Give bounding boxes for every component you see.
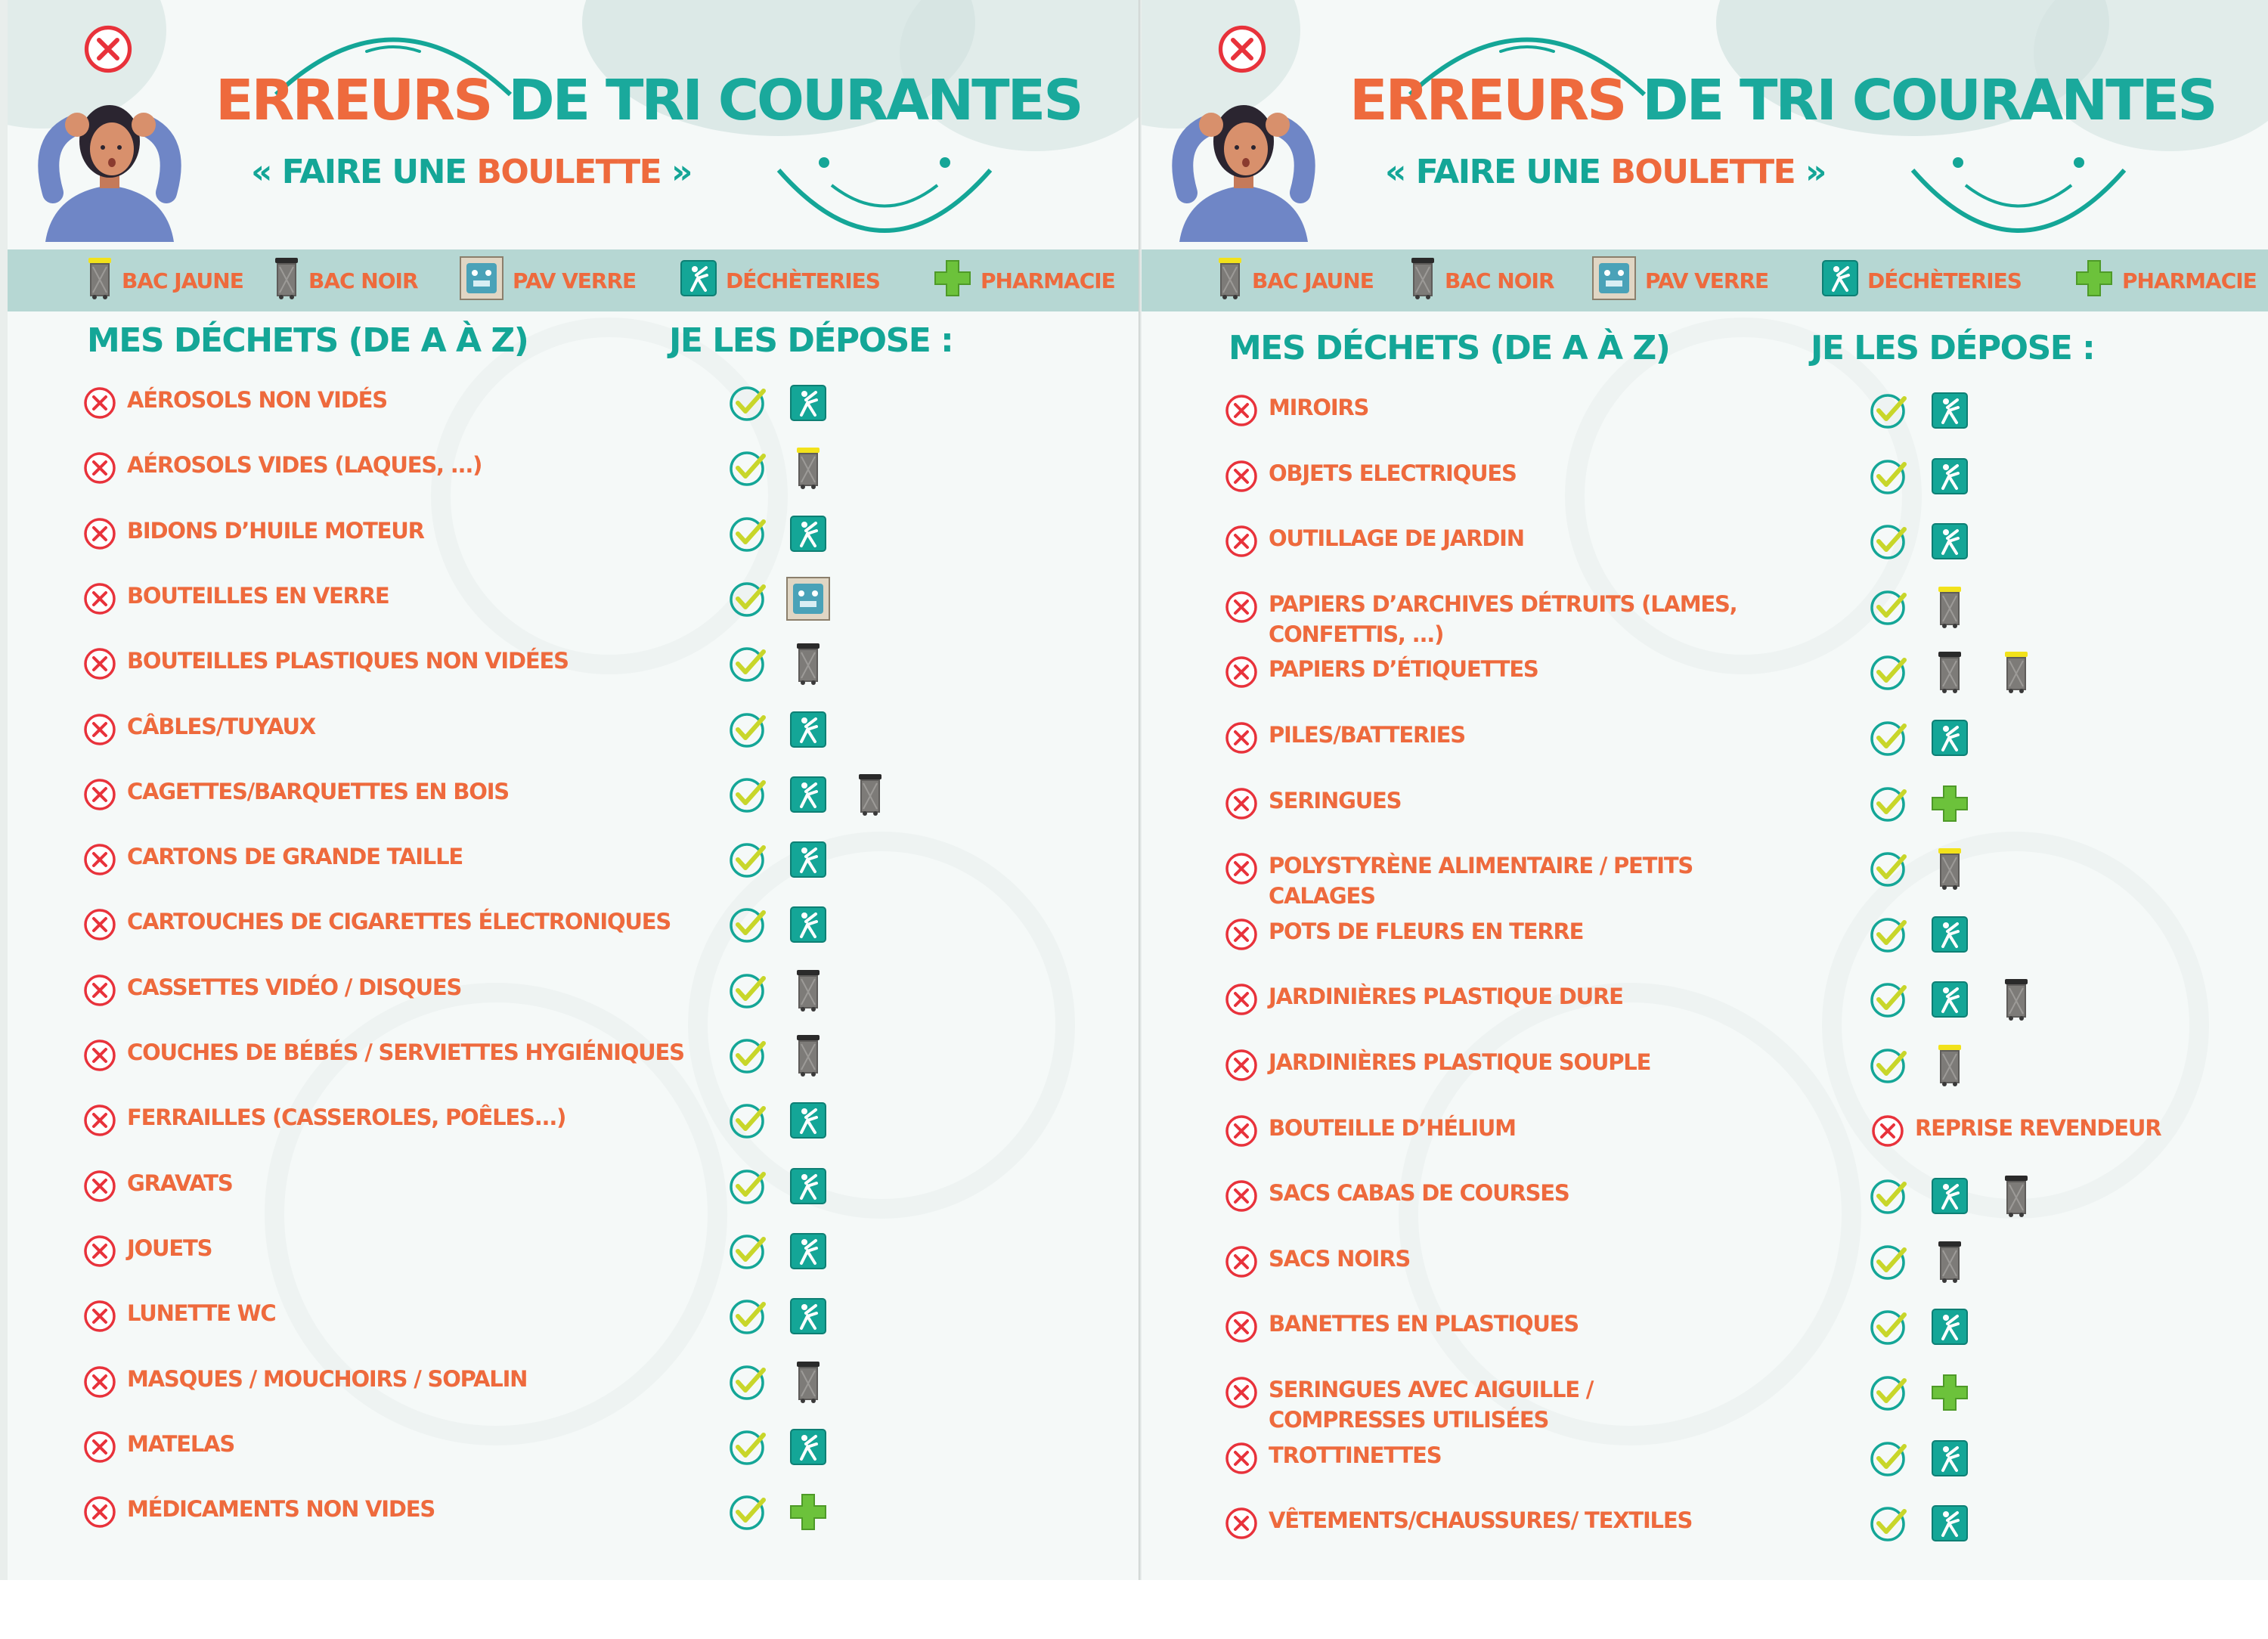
check-icon <box>1868 1176 1910 1216</box>
subtitle-highlight: BOULETTE <box>476 153 662 191</box>
page-title <box>1349 67 2268 135</box>
dechetterie-icon <box>1932 458 1968 503</box>
check-icon <box>727 514 770 553</box>
waste-row <box>1142 1501 2268 1546</box>
waste-label: CARTONS DE GRANDE TAILLE <box>127 844 463 869</box>
pav-verre-icon <box>1592 256 1636 305</box>
error-x-icon <box>1225 460 1258 493</box>
bac-jaune-icon <box>2003 650 2029 696</box>
check-icon <box>1868 1307 1910 1346</box>
waste-row <box>1142 1436 2268 1481</box>
bac-noir-icon <box>795 1033 821 1079</box>
check-icon <box>727 448 770 488</box>
waste-row <box>8 1424 1142 1470</box>
bac-jaune-icon <box>1937 847 1963 892</box>
check-icon <box>1868 980 1910 1019</box>
check-icon <box>1868 784 1910 823</box>
smiley-face-icon <box>1905 140 2132 253</box>
pharmacie-icon <box>789 1493 827 1538</box>
waste-row <box>8 1228 1142 1274</box>
title-rest: DE TRI COURANTES <box>491 68 1082 133</box>
waste-row <box>1142 584 2268 647</box>
check-icon <box>727 644 770 683</box>
dechetterie-icon <box>790 1233 826 1278</box>
dechetterie-icon <box>1932 523 1968 569</box>
check-icon <box>1868 1242 1910 1281</box>
check-icon <box>727 1427 770 1467</box>
legend-label: DÉCHÈTERIES <box>726 268 880 293</box>
error-x-icon <box>1225 1507 1258 1540</box>
bac-noir-icon <box>1937 1240 1963 1285</box>
dechetterie-icon <box>1932 981 1968 1027</box>
error-x-icon <box>83 1039 116 1072</box>
title-highlight: ERREURS <box>1349 68 1625 133</box>
waste-label: CÂBLES/TUYAUX <box>127 714 316 739</box>
waste-row <box>8 1294 1142 1339</box>
dechetterie-icon <box>1932 720 1968 765</box>
error-x-icon <box>1225 1049 1258 1082</box>
error-x-icon <box>1225 1179 1258 1213</box>
waste-label: CASSETTES VIDÉO / DISQUES <box>127 974 462 1000</box>
waste-row <box>1142 1108 2268 1154</box>
error-x-icon <box>1225 787 1258 820</box>
error-x-icon <box>83 517 116 550</box>
waste-row <box>1142 715 2268 761</box>
bac-noir-icon <box>1937 650 1963 696</box>
error-x-icon <box>1225 1114 1258 1148</box>
smiley-face-icon <box>771 140 998 253</box>
legend-label: PHARMACIE <box>2122 268 2257 293</box>
bac-jaune-icon <box>1937 1043 1963 1089</box>
waste-row <box>8 1098 1142 1143</box>
scan-margin <box>0 1580 2268 1639</box>
brochure-page-left <box>8 0 1142 1580</box>
waste-label: PILES/BATTERIES <box>1269 722 1465 748</box>
waste-row <box>1142 519 2268 564</box>
dechetterie-icon <box>1932 1178 1968 1223</box>
header-x-icon <box>1217 24 1267 74</box>
legend-item-dechetterie <box>1822 249 2022 311</box>
subtitle-prefix: « FAIRE UNE <box>251 153 477 191</box>
waste-label: VÊTEMENTS/CHAUSSURES/ TEXTILES <box>1269 1507 1693 1533</box>
bac-noir-icon <box>857 773 883 818</box>
resale-label: REPRISE REVENDEUR <box>1915 1115 2161 1141</box>
waste-label: PAPIERS D’ÉTIQUETTES <box>1269 656 1538 682</box>
dechetterie-icon <box>790 711 826 757</box>
legend-item-dechetterie <box>680 249 880 311</box>
error-x-icon <box>1225 1442 1258 1475</box>
legend-item-pav-verre <box>460 249 636 311</box>
check-icon <box>1868 718 1910 758</box>
waste-label: MATELAS <box>127 1431 235 1457</box>
waste-row <box>8 1033 1142 1078</box>
pharmacie-icon <box>2075 259 2113 302</box>
waste-row <box>1142 846 2268 909</box>
check-icon <box>1868 457 1910 496</box>
error-x-icon <box>83 451 116 485</box>
check-icon <box>727 971 770 1010</box>
dechetterie-icon <box>1932 392 1968 438</box>
dechetterie-icon <box>790 516 826 561</box>
legend-label: PAV VERRE <box>513 268 637 293</box>
check-icon <box>727 1232 770 1271</box>
dechetterie-icon <box>790 906 826 952</box>
check-icon <box>1868 915 1910 954</box>
column-heading-waste: MES DÉCHETS (DE A À Z) <box>87 321 528 360</box>
waste-row <box>1142 1173 2268 1219</box>
error-x-icon <box>83 908 116 941</box>
waste-row <box>1142 1370 2268 1433</box>
check-icon <box>727 1101 770 1140</box>
waste-label: BOUTEILLES PLASTIQUES NON VIDÉES <box>127 648 569 674</box>
bac-noir-icon <box>795 1360 821 1405</box>
column-heading-deposit: JE LES DÉPOSE : <box>669 321 953 360</box>
check-icon <box>727 1167 770 1206</box>
error-x-icon <box>1225 525 1258 558</box>
legend-item-bac-noir <box>274 249 418 311</box>
page-title <box>215 67 1138 135</box>
waste-label: SERINGUES <box>1269 788 1402 813</box>
bac-noir-icon <box>274 256 299 305</box>
pharmacie-icon <box>1931 785 1969 830</box>
check-icon <box>727 1297 770 1336</box>
waste-row <box>1142 1043 2268 1088</box>
waste-row <box>8 1359 1142 1405</box>
bac-noir-icon <box>795 642 821 687</box>
bac-jaune-icon <box>1937 585 1963 631</box>
error-x-icon <box>83 1365 116 1399</box>
legend-label: PAV VERRE <box>1645 268 1769 293</box>
error-x-icon <box>83 582 116 615</box>
error-x-icon <box>1225 1245 1258 1278</box>
waste-label: AÉROSOLS NON VIDÉS <box>127 387 387 413</box>
subtitle-suffix: » <box>1795 153 1826 191</box>
waste-label: AÉROSOLS VIDES (LAQUES, ...) <box>127 452 482 478</box>
legend-item-bac-jaune <box>1217 249 1374 311</box>
subtitle-suffix: » <box>661 153 692 191</box>
waste-label: SACS NOIRS <box>1269 1246 1411 1272</box>
worried-woman-icon <box>30 79 189 242</box>
pav-verre-icon <box>786 577 830 622</box>
dechetterie-icon <box>790 776 826 822</box>
legend-label: BAC JAUNE <box>1252 268 1374 293</box>
bac-noir-icon <box>795 968 821 1014</box>
waste-label: GRAVATS <box>127 1170 233 1196</box>
dechetterie-icon <box>790 1298 826 1343</box>
legend-band <box>1142 249 2268 311</box>
bac-jaune-icon <box>87 256 113 305</box>
legend-label: BAC NOIR <box>1445 268 1554 293</box>
legend-item-pav-verre <box>1592 249 1768 311</box>
waste-label: POTS DE FLEURS EN TERRE <box>1269 919 1584 944</box>
waste-label: SERINGUES AVEC AIGUILLE / COMPRESSES UTILISÉES <box>1269 1377 1594 1433</box>
waste-label: SACS CABAS DE COURSES <box>1269 1180 1569 1206</box>
legend-label: BAC JAUNE <box>122 268 243 293</box>
waste-row <box>8 511 1142 556</box>
error-x-icon <box>83 974 116 1007</box>
check-icon <box>1868 1504 1910 1543</box>
dechetterie-icon <box>680 260 717 302</box>
check-icon <box>727 1362 770 1402</box>
bac-noir-icon <box>2003 1174 2029 1219</box>
waste-row <box>1142 388 2268 433</box>
legend-label: PHARMACIE <box>981 268 1115 293</box>
waste-row <box>8 641 1142 686</box>
check-icon <box>1868 1046 1910 1085</box>
waste-row <box>1142 977 2268 1022</box>
legend-item-pharmacie <box>2075 249 2257 311</box>
waste-label: OUTILLAGE DE JARDIN <box>1269 525 1524 551</box>
title-rest: DE TRI COURANTES <box>1625 68 2216 133</box>
error-x-icon <box>83 1104 116 1137</box>
legend-label: DÉCHÈTERIES <box>1867 268 2022 293</box>
waste-label: BANETTES EN PLASTIQUES <box>1269 1311 1579 1337</box>
waste-row <box>1142 1304 2268 1349</box>
error-x-icon <box>1225 1310 1258 1343</box>
waste-label: COUCHES DE BÉBÉS / SERVIETTES HYGIÉNIQUES <box>127 1039 684 1065</box>
bac-jaune-icon <box>795 446 821 491</box>
error-x-icon <box>83 1495 116 1529</box>
waste-label: POLYSTYRÈNE ALIMENTAIRE / PETITS CALAGES <box>1269 853 1693 909</box>
waste-label: LUNETTE WC <box>127 1300 276 1326</box>
pharmacie-icon <box>1931 1374 1969 1419</box>
check-icon <box>727 383 770 423</box>
waste-label: PAPIERS D’ARCHIVES DÉTRUITS (LAMES, CONFETTIS, ...) <box>1269 591 1737 647</box>
waste-row <box>1142 649 2268 695</box>
waste-row <box>8 380 1142 426</box>
legend-band <box>8 249 1142 311</box>
dechetterie-icon <box>1932 916 1968 962</box>
brochure-page-right <box>1142 0 2268 1580</box>
dechetterie-icon <box>1932 1505 1968 1551</box>
error-x-icon <box>1225 918 1258 951</box>
error-x-icon <box>1225 1376 1258 1409</box>
check-icon <box>727 710 770 749</box>
waste-label: MÉDICAMENTS NON VIDES <box>127 1496 435 1522</box>
dechetterie-icon <box>790 841 826 887</box>
waste-label: OBJETS ELECTRIQUES <box>1269 460 1517 486</box>
check-icon <box>727 1492 770 1532</box>
waste-label: CAGETTES/BARQUETTES EN BOIS <box>127 779 509 804</box>
legend-item-bac-jaune <box>87 249 243 311</box>
bac-jaune-icon <box>1217 256 1243 305</box>
dechetterie-icon <box>1822 260 1858 302</box>
waste-label: BOUTEILLES EN VERRE <box>127 583 389 609</box>
error-x-icon <box>1225 983 1258 1016</box>
page-subtitle <box>1385 153 1826 191</box>
check-icon <box>1868 1439 1910 1478</box>
check-icon <box>727 905 770 944</box>
waste-label: BOUTEILLE D’HÉLIUM <box>1269 1115 1516 1141</box>
check-icon <box>1868 849 1910 888</box>
waste-row <box>8 445 1142 491</box>
error-x-icon <box>1225 655 1258 689</box>
page-subtitle <box>251 153 692 191</box>
error-x-icon <box>83 386 116 420</box>
check-icon <box>1868 1373 1910 1412</box>
error-x-icon <box>83 647 116 680</box>
waste-label: BIDONS D’HUILE MOTEUR <box>127 518 424 544</box>
check-icon <box>1868 391 1910 430</box>
waste-label: TROTTINETTES <box>1269 1442 1442 1468</box>
dechetterie-icon <box>790 1168 826 1213</box>
error-x-icon <box>83 713 116 746</box>
waste-label: JARDINIÈRES PLASTIQUE DURE <box>1269 984 1623 1009</box>
waste-row <box>8 1489 1142 1535</box>
worried-woman-icon <box>1164 79 1323 242</box>
waste-row <box>1142 454 2268 499</box>
title-highlight: ERREURS <box>215 68 491 133</box>
bac-noir-icon <box>2003 978 2029 1023</box>
error-x-icon <box>1225 852 1258 885</box>
waste-label: CARTOUCHES DE CIGARETTES ÉLECTRONIQUES <box>127 909 671 934</box>
dechetterie-icon <box>790 1102 826 1148</box>
error-x-icon <box>1225 394 1258 427</box>
check-icon <box>727 579 770 618</box>
waste-row <box>8 837 1142 882</box>
legend-item-pharmacie <box>934 249 1115 311</box>
error-x-icon <box>1225 590 1258 624</box>
dechetterie-icon <box>790 385 826 430</box>
waste-row <box>1142 912 2268 957</box>
dechetterie-icon <box>1932 1309 1968 1354</box>
waste-label: MASQUES / MOUCHOIRS / SOPALIN <box>127 1366 528 1392</box>
check-icon <box>727 840 770 879</box>
error-x-icon <box>83 843 116 876</box>
bac-noir-icon <box>1410 256 1436 305</box>
check-icon <box>727 775 770 814</box>
check-icon <box>1868 587 1910 627</box>
check-icon <box>727 1036 770 1075</box>
waste-label: JARDINIÈRES PLASTIQUE SOUPLE <box>1269 1049 1651 1075</box>
background-watermark-shape <box>688 832 1075 1219</box>
waste-row <box>8 707 1142 752</box>
check-icon <box>1868 652 1910 692</box>
error-x-icon <box>83 778 116 811</box>
error-x-icon <box>83 1235 116 1268</box>
column-heading-waste: MES DÉCHETS (DE A À Z) <box>1228 329 1670 367</box>
subtitle-prefix: « FAIRE UNE <box>1385 153 1611 191</box>
dechetterie-icon <box>790 1429 826 1474</box>
pharmacie-icon <box>934 259 971 302</box>
waste-row <box>8 902 1142 947</box>
waste-label: FERRAILLES (CASSEROLES, POÊLES...) <box>127 1105 566 1130</box>
waste-row <box>8 1163 1142 1209</box>
header-x-icon <box>83 24 133 74</box>
check-icon <box>1868 522 1910 561</box>
error-x-icon <box>83 1300 116 1333</box>
waste-row <box>8 968 1142 1013</box>
waste-label: JOUETS <box>127 1235 212 1261</box>
subtitle-highlight: BOULETTE <box>1610 153 1796 191</box>
waste-row <box>1142 1239 2268 1284</box>
legend-item-bac-noir <box>1410 249 1554 311</box>
column-heading-deposit: JE LES DÉPOSE : <box>1811 329 2095 367</box>
legend-label: BAC NOIR <box>308 268 418 293</box>
waste-row <box>8 576 1142 621</box>
error-x-icon <box>83 1430 116 1464</box>
waste-label: MIROIRS <box>1269 395 1369 420</box>
error-x-icon <box>1225 721 1258 754</box>
error-x-icon <box>83 1170 116 1203</box>
waste-row <box>8 772 1142 817</box>
waste-row <box>1142 781 2268 826</box>
pav-verre-icon <box>460 256 503 305</box>
no-deposit-x-icon <box>1871 1114 1904 1148</box>
dechetterie-icon <box>1932 1440 1968 1486</box>
